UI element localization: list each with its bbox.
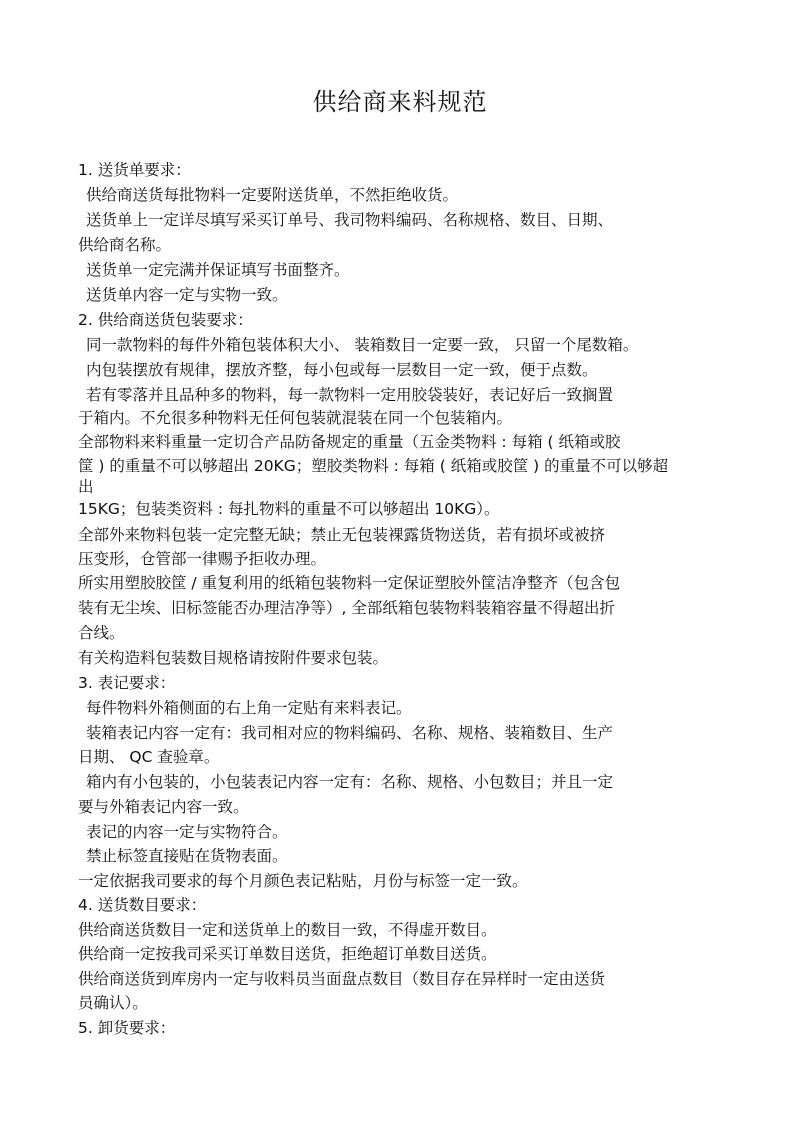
paragraph-line: 合线。 <box>78 624 125 642</box>
paragraph-line: 有关构造料包装数目规格请按附件要求包装。 <box>78 649 389 667</box>
paragraph-line: 压变形，仓管部一律赐予拒收办理。 <box>78 550 327 568</box>
paragraph-line: 供给商名称。 <box>78 236 172 254</box>
paragraph-line: 15KG；包装类资料 : 每扎物料的重量不可以够超出 10KG）。 <box>78 500 500 518</box>
paragraph-line: 供给商一定按我司采买订单数目送货，拒绝超订单数目送货。 <box>78 945 497 963</box>
paragraph-line: 表记的内容一定与实物符合。 <box>86 823 288 841</box>
paragraph-line: 同一款物料的每件外箱包装体积大小、 装箱数目一定要一致， 只留一个尾数箱。 <box>86 336 639 354</box>
paragraph-line: 要与外箱表记内容一致。 <box>78 798 249 816</box>
paragraph-line: 送货单内容一定与实物一致。 <box>86 286 288 304</box>
paragraph-line: 供给商送货每批物料一定要附送货单，不然拒绝收货。 <box>86 186 459 204</box>
paragraph-line: 供给商送货数目一定和送货单上的数目一致，不得虚开数目。 <box>78 921 497 939</box>
paragraph-line: 禁止标签直接贴在货物表面。 <box>86 847 288 865</box>
section-heading-1: 1. 送货单要求： <box>78 161 191 179</box>
document-title: 供给商来料规范 <box>312 88 488 116</box>
section-heading-3: 3. 表记要求： <box>78 674 176 692</box>
paragraph-line: 员确认）。 <box>78 994 148 1012</box>
paragraph-line: 筐 ) 的重量不可以够超出 20KG；塑胶类物料 : 每箱 ( 纸箱或胶筐 ) 的重量不可以够超 <box>78 457 669 475</box>
section-heading-5: 5. 卸货要求： <box>78 1019 176 1037</box>
paragraph-line: 装箱表记内容一定有：我司相对应的物料编码、名称、规格、装箱数目、生产 <box>86 724 614 742</box>
paragraph-line: 内包装摆放有规律，摆放齐整，每小包或每一层数目一定一致，便于点数。 <box>86 361 598 379</box>
paragraph-line: 送货单上一定详尽填写采买订单号、我司物料编码、名称规格、数目、日期、 <box>86 211 614 229</box>
paragraph-line: 全部物料来料重量一定切合产品防备规定的重量（五金类物料 : 每箱 ( 纸箱或胶 <box>78 433 621 451</box>
paragraph-line: 于箱内。不允很多种物料无任何包装就混装在同一个包装箱内。 <box>78 409 513 427</box>
paragraph-line: 出 <box>78 478 94 496</box>
paragraph-line: 箱内有小包装的，小包装表记内容一定有：名称、规格、小包数目；并且一定 <box>86 773 614 791</box>
paragraph-line: 若有零落并且品种多的物料，每一款物料一定用胶袋装好，表记好后一致搁置 <box>86 386 614 404</box>
paragraph-line: 日期、 QC 查验章。 <box>78 748 220 766</box>
paragraph-line: 全部外来物料包装一定完整无缺；禁止无包装裸露货物送货，若有损坏或被挤 <box>78 526 606 544</box>
paragraph-line: 一定依据我司要求的每个月颜色表记粘贴，月份与标签一定一致。 <box>78 872 528 890</box>
paragraph-line: 每件物料外箱侧面的右上角一定贴有来料表记。 <box>86 699 412 717</box>
paragraph-line: 送货单一定完满并保证填写书面整齐。 <box>86 261 350 279</box>
section-heading-2: 2. 供给商送货包装要求： <box>78 311 253 329</box>
paragraph-line: 所实用塑胶胶筐 / 重复利用的纸箱包装物料一定保证塑胶外筐洁净整齐（包含包 <box>78 574 621 592</box>
paragraph-line: 供给商送货到库房内一定与收料员当面盘点数目（数目存在异样时一定由送货 <box>78 970 606 988</box>
section-heading-4: 4. 送货数目要求： <box>78 896 207 914</box>
paragraph-line: 装有无尘埃、旧标签能否办理洁净等）, 全部纸箱包装物料装箱容量不得超出折 <box>78 599 615 617</box>
